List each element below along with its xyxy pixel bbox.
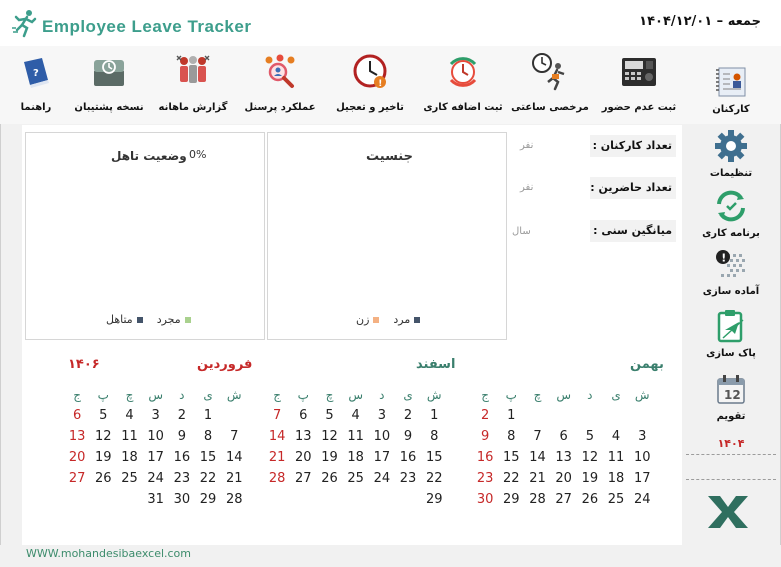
calendar-weekday: ش bbox=[226, 387, 242, 402]
calendar-weekday-row bbox=[264, 384, 447, 405]
sidebar-item-calendar-label: تقویم bbox=[716, 411, 746, 422]
svg-text:12: 12 bbox=[724, 388, 741, 402]
calendar-week-row bbox=[264, 489, 447, 510]
calendar-weekday: چ bbox=[125, 387, 134, 402]
calendar-day[interactable]: 11 bbox=[121, 429, 138, 444]
overtime-button[interactable] bbox=[420, 50, 506, 122]
calendar-day[interactable]: 5 bbox=[99, 408, 108, 423]
running-clock-icon bbox=[528, 50, 572, 94]
calendar-month-name: بهمن bbox=[630, 357, 664, 372]
legend-swatch-female bbox=[373, 317, 379, 323]
marital-percent-label: 0% bbox=[189, 148, 207, 161]
calendar-day[interactable]: 29 bbox=[425, 492, 443, 507]
legend-item bbox=[393, 313, 420, 326]
chart-title bbox=[111, 149, 187, 163]
calendar-day[interactable]: 15 bbox=[503, 450, 520, 465]
people-search-icon bbox=[258, 50, 302, 94]
absence-button[interactable] bbox=[596, 50, 682, 122]
calendar-day[interactable]: 7 bbox=[272, 408, 282, 423]
calendar-day[interactable]: 14 bbox=[529, 450, 546, 465]
calendar-day[interactable]: 21 bbox=[225, 471, 243, 486]
calendar-day[interactable]: 19 bbox=[581, 471, 599, 486]
sidebar bbox=[683, 104, 781, 544]
late-early-button[interactable] bbox=[330, 50, 410, 122]
calendar-day[interactable]: 13 bbox=[295, 429, 312, 444]
calendar-weekday-row bbox=[64, 384, 247, 405]
calendar-day[interactable]: 6 bbox=[559, 429, 568, 444]
calendar-weekday: ی bbox=[403, 387, 413, 402]
calendar-weekday: ش bbox=[426, 387, 442, 402]
sidebar-item-employees-label: کارکنان bbox=[712, 104, 750, 115]
calendar-day bbox=[221, 405, 247, 426]
calendar-day[interactable]: 14 bbox=[225, 450, 243, 465]
calendar-weekday: د bbox=[587, 387, 593, 402]
sidebar-item-settings[interactable] bbox=[683, 126, 779, 179]
calendar-day[interactable]: 22 bbox=[199, 471, 217, 486]
calendar-day[interactable]: 3 bbox=[377, 408, 386, 423]
calendar-day[interactable]: 11 bbox=[607, 450, 625, 465]
calendar-day[interactable]: 30 bbox=[173, 492, 191, 507]
calendar-weekday: ج bbox=[73, 387, 81, 402]
employee-count-unit: نفر bbox=[520, 140, 534, 151]
employee-count-label: تعداد کارکنان : bbox=[590, 135, 676, 157]
sidebar-divider bbox=[686, 454, 776, 455]
calendar-day[interactable]: 5 bbox=[325, 408, 334, 423]
calendar-week-row bbox=[264, 447, 447, 468]
calendar-month-name: اسفند bbox=[416, 357, 456, 372]
calendar-day[interactable]: 18 bbox=[607, 471, 625, 486]
guide-button[interactable] bbox=[8, 50, 64, 122]
sidebar-item-work-schedule-label: برنامه کاری bbox=[702, 228, 760, 239]
calendar-day[interactable]: 28 bbox=[225, 492, 243, 507]
calendar-day[interactable]: 25 bbox=[607, 492, 625, 507]
calendar-week-row bbox=[264, 405, 447, 426]
calendar-day bbox=[343, 489, 369, 510]
calendar-week-row bbox=[472, 489, 655, 510]
calendar-week-row bbox=[64, 447, 247, 468]
calendar-grid bbox=[264, 384, 447, 510]
calendar-day bbox=[577, 405, 603, 426]
calendar-day[interactable]: 11 bbox=[347, 429, 364, 444]
calendar-weekday: د bbox=[179, 387, 185, 402]
calendar-day bbox=[264, 489, 290, 510]
calendar-week-row bbox=[472, 447, 655, 468]
calendar-day[interactable]: 26 bbox=[95, 471, 112, 486]
calendar-week-row bbox=[472, 468, 655, 489]
calendar-day[interactable]: 27 bbox=[68, 471, 86, 486]
calendar-day[interactable]: 7 bbox=[230, 429, 239, 444]
calendar-day[interactable]: 27 bbox=[295, 471, 312, 486]
marital-status-chart bbox=[25, 132, 265, 340]
clock-refresh-icon bbox=[441, 50, 485, 94]
calendar-day[interactable]: 28 bbox=[529, 492, 546, 507]
legend-label-male: مرد bbox=[393, 313, 411, 326]
calendar-icon bbox=[711, 369, 751, 409]
calendar-day[interactable]: 10 bbox=[373, 429, 391, 444]
prepare-icon bbox=[711, 244, 751, 284]
calendar-day[interactable]: 3 bbox=[151, 408, 160, 423]
calendar-day[interactable]: 4 bbox=[351, 408, 360, 423]
gear-icon bbox=[711, 126, 751, 166]
calendar-day[interactable]: 2 bbox=[403, 408, 413, 423]
calendar-day[interactable]: 6 bbox=[299, 408, 308, 423]
calendar-day[interactable]: 15 bbox=[425, 450, 443, 465]
legend-label-married: متاهل bbox=[106, 313, 133, 326]
calendar-day[interactable]: 25 bbox=[347, 471, 364, 486]
calendar-weekday: س bbox=[348, 387, 363, 402]
calendar-day[interactable]: 13 bbox=[555, 450, 572, 465]
calendar-day[interactable]: 4 bbox=[125, 408, 134, 423]
calendar-week-row bbox=[64, 405, 247, 426]
calendar-day[interactable]: 16 bbox=[173, 450, 191, 465]
calendar-day[interactable]: 9 bbox=[177, 429, 186, 444]
running-man-logo-icon bbox=[10, 8, 40, 38]
calendar-day[interactable]: 8 bbox=[507, 429, 516, 444]
sidebar-item-work-schedule[interactable] bbox=[683, 186, 779, 239]
calendar-day bbox=[369, 489, 395, 510]
calendar-day bbox=[316, 489, 342, 510]
legend-swatch-male bbox=[414, 317, 420, 323]
calendar-weekday: س bbox=[148, 387, 163, 402]
employee-card-icon bbox=[711, 62, 751, 102]
sidebar-item-settings-label: تنظیمات bbox=[709, 168, 753, 179]
calendar-day[interactable]: 25 bbox=[121, 471, 138, 486]
schedule-cycle-icon bbox=[711, 186, 751, 226]
calendar-day bbox=[395, 489, 421, 510]
sidebar-item-prepare-label: آماده سازی bbox=[702, 286, 760, 297]
calendar-weekday: چ bbox=[533, 387, 542, 402]
backup-icon bbox=[87, 50, 131, 94]
backup-label: نسخه پشتیبان bbox=[74, 102, 144, 113]
calendar-day[interactable]: 21 bbox=[268, 450, 286, 465]
sidebar-item-clean[interactable] bbox=[683, 306, 779, 359]
calendar-day bbox=[64, 489, 90, 510]
performance-button[interactable] bbox=[240, 50, 320, 122]
legend-label-female: زن bbox=[356, 313, 370, 326]
sidebar-item-calendar[interactable] bbox=[683, 369, 779, 422]
calendar-day[interactable]: 9 bbox=[480, 429, 490, 444]
gender-chart-title: جنسیت bbox=[366, 149, 413, 164]
clipboard-clean-icon bbox=[711, 306, 751, 346]
calendar-week-row bbox=[64, 489, 247, 510]
calendar-grid bbox=[64, 384, 247, 510]
calendar-day[interactable]: 5 bbox=[585, 429, 594, 444]
calendar-day[interactable]: 12 bbox=[321, 429, 338, 444]
chart-legend bbox=[106, 313, 191, 326]
chart-legend bbox=[356, 313, 420, 326]
calendar-week-row bbox=[264, 426, 447, 447]
calendar-weekday: ج bbox=[481, 387, 489, 402]
calendar-month-name: فروردین bbox=[197, 357, 253, 372]
calendar-day[interactable]: 18 bbox=[347, 450, 364, 465]
legend-item bbox=[106, 313, 143, 326]
sidebar-year: ۱۴۰۴ bbox=[717, 437, 745, 450]
average-age-unit: سال bbox=[512, 226, 531, 237]
clock-alert-icon bbox=[348, 50, 392, 94]
book-icon bbox=[14, 50, 58, 94]
legend-item bbox=[356, 313, 379, 326]
calendar-day[interactable]: 27 bbox=[555, 492, 572, 507]
calendar-day[interactable]: 1 bbox=[430, 408, 439, 423]
excel-logo-icon bbox=[706, 494, 750, 530]
hourly-leave-button[interactable] bbox=[510, 50, 590, 122]
calendar-week-row bbox=[264, 468, 447, 489]
legend-swatch-married bbox=[137, 317, 143, 323]
calendar-week-row bbox=[64, 426, 247, 447]
present-count-label: تعداد حاضرین : bbox=[590, 177, 676, 199]
calendar-day[interactable]: 2 bbox=[480, 408, 490, 423]
people-report-icon bbox=[171, 50, 215, 94]
hourly-leave-label: مرخصی ساعتی bbox=[511, 102, 589, 113]
footer bbox=[0, 545, 781, 567]
calendar-day[interactable]: 12 bbox=[95, 429, 112, 444]
calendar-day[interactable]: 17 bbox=[373, 450, 391, 465]
calendar-day[interactable]: 9 bbox=[403, 429, 413, 444]
calendar-day[interactable]: 13 bbox=[68, 429, 86, 444]
sidebar-item-prepare[interactable] bbox=[683, 244, 779, 297]
calendar-day[interactable]: 15 bbox=[199, 450, 217, 465]
calendar-day[interactable]: 29 bbox=[199, 492, 217, 507]
header bbox=[0, 0, 781, 46]
calendar-day bbox=[116, 489, 142, 510]
calendar-day[interactable]: 6 bbox=[72, 408, 82, 423]
calendar-day[interactable]: 30 bbox=[476, 492, 494, 507]
calendar-day[interactable]: 19 bbox=[321, 450, 338, 465]
toolbar bbox=[0, 46, 781, 124]
dashboard-content bbox=[22, 125, 682, 545]
svg-text:!: ! bbox=[378, 79, 383, 89]
sidebar-item-employees[interactable] bbox=[683, 62, 779, 115]
calendar-day[interactable]: 28 bbox=[268, 471, 286, 486]
calendar-weekday: چ bbox=[325, 387, 334, 402]
calendar-day[interactable]: 19 bbox=[95, 450, 112, 465]
current-date: جمعه – ۱۴۰۴/۱۲/۰۱ bbox=[639, 14, 761, 29]
calendar-weekday: پ bbox=[297, 387, 309, 402]
calendar-weekday: پ bbox=[97, 387, 109, 402]
calendar-day[interactable]: 20 bbox=[68, 450, 86, 465]
calendar-day[interactable]: 14 bbox=[268, 429, 286, 444]
calendar-day[interactable]: 10 bbox=[147, 429, 164, 444]
backup-button[interactable] bbox=[68, 50, 150, 122]
calendar-day[interactable]: 24 bbox=[373, 471, 391, 486]
guide-label: راهنما bbox=[20, 102, 52, 113]
calendar-day[interactable]: 31 bbox=[147, 492, 164, 507]
marital-chart-title: وضعیت تاهل bbox=[111, 149, 187, 163]
calendar-week-row bbox=[64, 468, 247, 489]
calendar-day[interactable]: 24 bbox=[147, 471, 164, 486]
calendar-day[interactable]: 21 bbox=[529, 471, 546, 486]
svg-text:?: ? bbox=[33, 68, 39, 79]
absence-label: ثبت عدم حضور bbox=[601, 102, 677, 113]
calendar-day[interactable]: 2 bbox=[177, 408, 186, 423]
calendar-day[interactable]: 16 bbox=[399, 450, 417, 465]
app-title: Employee Leave Tracker bbox=[42, 17, 252, 36]
calendar-day[interactable]: 26 bbox=[321, 471, 338, 486]
calendar-weekday: ش bbox=[634, 387, 650, 402]
calendar-day bbox=[603, 405, 629, 426]
calendar-day bbox=[90, 489, 116, 510]
average-age-label: میانگین سنی : bbox=[590, 220, 676, 242]
calendar-weekday: پ bbox=[505, 387, 517, 402]
calendar-day[interactable]: 18 bbox=[121, 450, 138, 465]
calendar-day bbox=[551, 405, 577, 426]
calendar-day[interactable]: 20 bbox=[295, 450, 312, 465]
calendar-day bbox=[629, 405, 655, 426]
calendar-day[interactable]: 16 bbox=[476, 450, 494, 465]
calendar-weekday-row bbox=[472, 384, 655, 405]
calendar-day[interactable]: 12 bbox=[581, 450, 599, 465]
calendar-day[interactable]: 17 bbox=[147, 450, 164, 465]
calendar-weekday: د bbox=[379, 387, 385, 402]
svg-text:!: ! bbox=[721, 251, 727, 265]
sidebar-divider bbox=[686, 479, 776, 480]
calendar-year: ۱۴۰۶ bbox=[68, 357, 100, 372]
legend-swatch-single bbox=[185, 317, 191, 323]
calendar-day bbox=[524, 405, 550, 426]
calendar-day[interactable]: 3 bbox=[638, 429, 647, 444]
calendar-grid bbox=[472, 384, 655, 510]
calendar-week-row bbox=[472, 405, 655, 426]
calendar-day[interactable]: 1 bbox=[507, 408, 516, 423]
calendar-day[interactable]: 26 bbox=[581, 492, 599, 507]
legend-label-single: مجرد bbox=[156, 313, 181, 326]
calendar-weekday: ی bbox=[203, 387, 213, 402]
calendar-day[interactable]: 22 bbox=[425, 471, 443, 486]
calendar-day[interactable]: 7 bbox=[533, 429, 542, 444]
sidebar-item-clean-label: پاک سازی bbox=[706, 348, 756, 359]
calendar-weekday: ج bbox=[273, 387, 281, 402]
calendar-day[interactable]: 29 bbox=[503, 492, 520, 507]
present-count-unit: نفر bbox=[520, 182, 534, 193]
monthly-report-button[interactable] bbox=[152, 50, 234, 122]
performance-label: عملکرد پرسنل bbox=[244, 102, 316, 113]
calendar-day[interactable]: 24 bbox=[633, 492, 651, 507]
legend-item bbox=[157, 313, 191, 326]
late-early-label: تاخیر و تعجیل bbox=[336, 102, 404, 113]
calendar-day[interactable]: 8 bbox=[430, 429, 439, 444]
overtime-label: ثبت اضافه کاری bbox=[423, 102, 503, 113]
gender-chart bbox=[267, 132, 507, 340]
calendar-day[interactable]: 4 bbox=[611, 429, 621, 444]
calendar-day bbox=[290, 489, 316, 510]
calendar-day[interactable]: 23 bbox=[476, 471, 494, 486]
calendar-day[interactable]: 17 bbox=[633, 471, 651, 486]
calendar-day[interactable]: 10 bbox=[633, 450, 651, 465]
calendar-week-row bbox=[472, 426, 655, 447]
calendar-day[interactable]: 22 bbox=[503, 471, 520, 486]
calendar-day[interactable]: 23 bbox=[399, 471, 417, 486]
attendance-device-icon bbox=[617, 50, 661, 94]
website-link[interactable]: WWW.mohandesibaexcel.com bbox=[26, 547, 192, 560]
calendar-day[interactable]: 1 bbox=[203, 408, 213, 423]
calendar-weekday: ی bbox=[611, 387, 621, 402]
calendar-weekday: س bbox=[556, 387, 571, 402]
monthly-report-label: گزارش ماهانه bbox=[158, 102, 228, 113]
calendar-day[interactable]: 23 bbox=[173, 471, 191, 486]
calendar-day[interactable]: 20 bbox=[555, 471, 572, 486]
calendar-day[interactable]: 8 bbox=[203, 429, 213, 444]
